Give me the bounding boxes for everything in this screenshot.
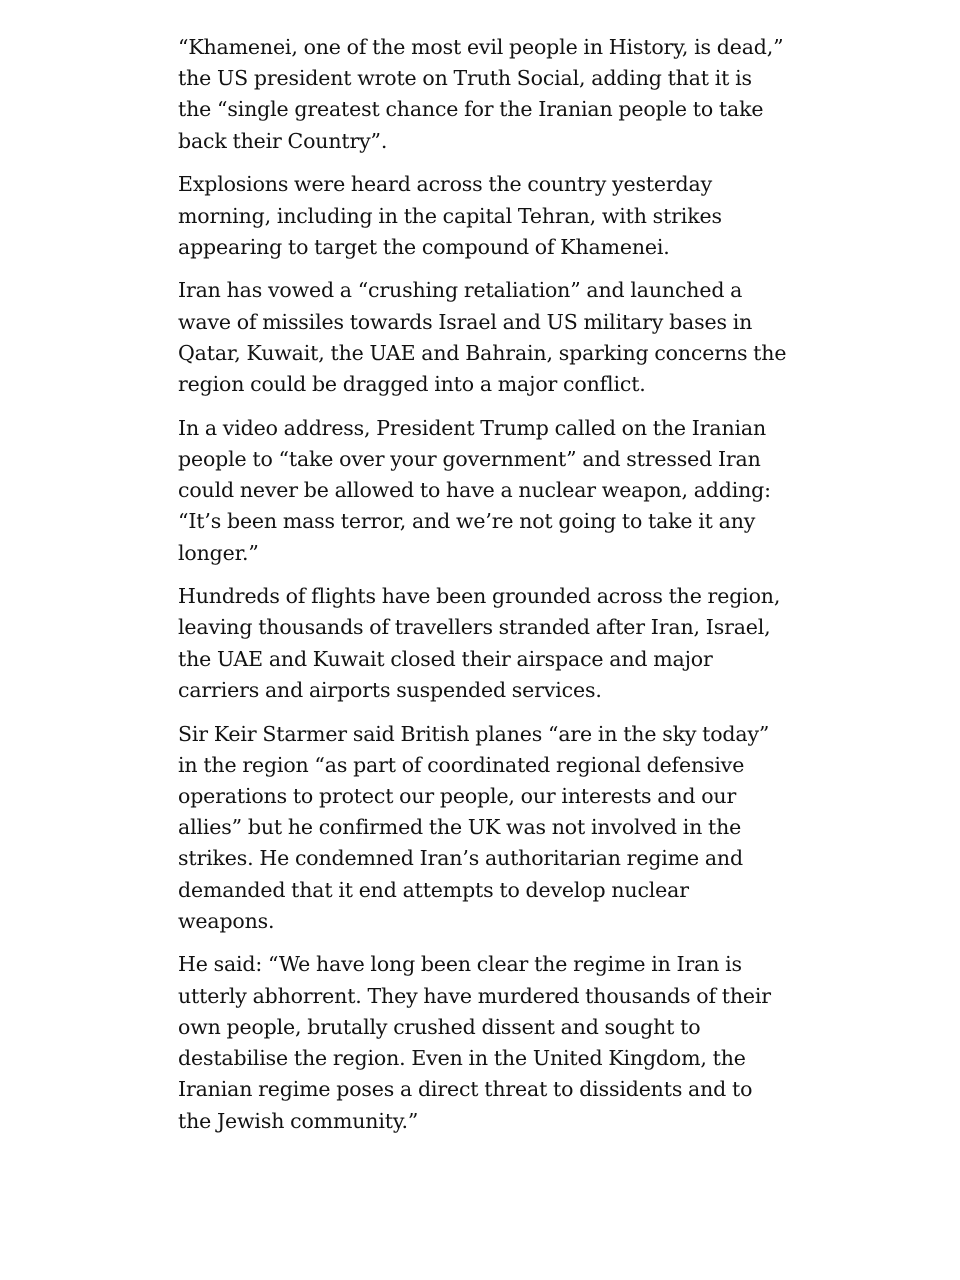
article-body [178,32,790,1149]
article-paragraph-2: Explosions were heard across the country yesterday morning, including in the capital Tehran, with strikes appearing to target the compound of Khamenei. [178,172,722,259]
article-paragraph-3: Iran has vowed a “crushing retaliation” and launched a wave of missiles towards Israel and US military bases in Qatar, Kuwait, the UAE and Bahrain, sparking concerns the region could be dragged into a major conflict. [178,278,787,397]
article-paragraph-4: In a video address, President Trump called on the Iranian people to “take over your government” and stressed Iran could never be allowed to have a nuclear weapon, adding: “It’s been mass terror, and we’re not going to take it any longer.” [178,415,771,565]
article-paragraph-7: He said: “We have long been clear the regime in Iran is utterly abhorrent. They have murdered thousands of their own people, brutally crushed dissent and sought to destabilise the region. Even in the United Kingdom, the Iranian regime poses a direct threat to dissidents and to the Jewish community.” [178,952,771,1133]
article-paragraph-6: Sir Keir Starmer said British planes “are in the sky today” in the region “as part of coordinated regional defensive operations to protect our people, our interests and our allies” but he confirmed the UK was not involved in the strikes. He condemned Iran’s authoritarian regime and demanded that it end attempts to develop nuclear weapons. [178,721,770,933]
article-paragraph-5: Hundreds of flights have been grounded across the region, leaving thousands of travellers stranded after Iran, Israel, the UAE and Kuwait closed their airspace and major carriers and airports suspended services. [178,584,781,702]
article-paragraph-1: “Khamenei, one of the most evil people in History, is dead,” the US president wrote on Truth Social, adding that it is the “single greatest chance for the Iranian people to take back their Country”. [178,35,784,153]
